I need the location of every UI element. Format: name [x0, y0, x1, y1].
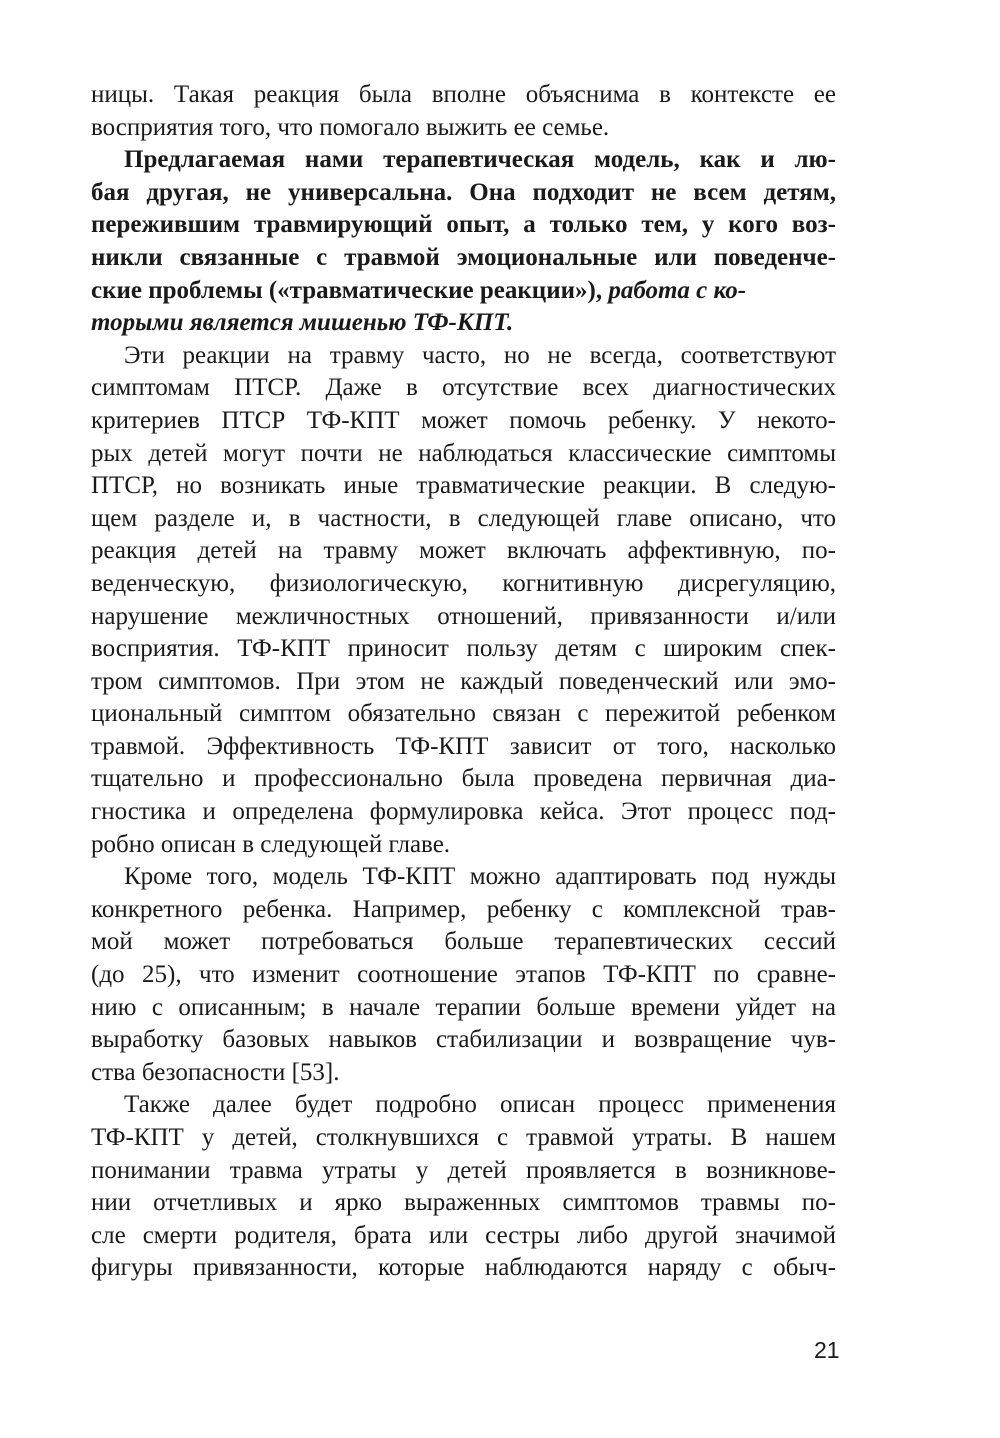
text-line: никли связанные с травмой эмоциональные или поведенче- — [91, 243, 836, 271]
text-line: пережившим травмирующий опыт, а только тем, у кого воз- — [91, 211, 836, 239]
text-line: реакция детей на травму может включать аффективную, по- — [91, 537, 836, 565]
text-line: веденческую, физиологическую, когнитивную дисрегуляцию, — [91, 569, 836, 597]
text-line: робно описан в следующей главе. — [91, 830, 451, 858]
text-line: ницы. Такая реакция была вполне объяснима в контексте ее — [91, 81, 836, 108]
text-line: ПТСР, но возникать иные травматические реакции. В следую- — [91, 472, 836, 500]
text-line: ства безопасности [53]. — [91, 1058, 340, 1086]
text-line: ТФ-КПТ у детей, столкнувшихся с травмой утраты. В нашем — [91, 1124, 836, 1151]
text-line: нии отчетливых и ярко выраженных симптомов травмы по- — [91, 1189, 836, 1217]
text-line: травмой. Эффективность ТФ-КПТ зависит от того, насколько — [91, 732, 836, 760]
paragraph-2-bold — [91, 144, 836, 340]
paragraph-3 — [91, 340, 836, 862]
text-line: фигуры привязанности, которые наблюдаются наряду с обыч- — [91, 1254, 836, 1282]
text-segment: ские проблемы («травматические реакции»), — [91, 276, 609, 304]
page-number: 21 — [814, 1337, 840, 1363]
body-text — [91, 79, 836, 1285]
text-line: Кроме того, модель ТФ-КПТ можно адаптировать под нужды — [124, 863, 836, 891]
text-line: Также далее будет подробно описан процесс применения — [124, 1091, 836, 1119]
text-line: мой может потребоваться больше терапевтических сессий — [91, 928, 836, 956]
text-line: циональный симптом обязательно связан с пережитой ребенком — [91, 700, 836, 728]
text-line: рых детей могут почти не наблюдаться классические симптомы — [91, 439, 836, 467]
text-line: (до 25), что изменит соотношение этапов ТФ-КПТ по сравне- — [91, 961, 836, 989]
text-line: выработку базовых навыков стабилизации и возвращение чув- — [91, 1026, 836, 1054]
text-line: бая другая, не универсальна. Она подходит не всем детям, — [91, 178, 836, 206]
paragraph-4 — [91, 861, 836, 1089]
text-line: Предлагаемая нами терапевтическая модель, как и лю- — [124, 146, 836, 174]
paragraph-1 — [91, 79, 836, 144]
text-line: торыми является мишенью ТФ-КПТ. — [91, 309, 514, 337]
text-line: нарушение межличностных отношений, привязанности и/или — [91, 602, 836, 630]
text-line: гностика и определена формулировка кейса. Этот процесс под- — [91, 798, 836, 826]
text-line: Эти реакции на травму часто, но не всегда, соответствуют — [124, 341, 836, 369]
text-line: симптомам ПТСР. Даже в отсутствие всех диагностических — [91, 374, 836, 402]
text-line: критериев ПТСР ТФ-КПТ может помочь ребенку. У некото- — [91, 406, 836, 434]
text-line: тром симптомов. При этом не каждый поведенческий или эмо- — [91, 667, 836, 695]
paragraph-5 — [91, 1089, 836, 1285]
text-line: восприятия того, что помогало выжить ее семье. — [91, 113, 610, 141]
text-line: сле смерти родителя, брата или сестры либо другой значимой — [91, 1221, 836, 1249]
text-line: нию с описанным; в начале терапии больше времени уйдет на — [91, 993, 836, 1021]
text-line: понимании травма утраты у детей проявляется в возникнове- — [91, 1156, 836, 1184]
text-line: восприятия. ТФ-КПТ приносит пользу детям с широким спек- — [91, 635, 836, 663]
text-line: конкретного ребенка. Например, ребенку с комплексной трав- — [91, 895, 836, 923]
italic-segment: работа с ко- — [608, 276, 747, 304]
text-line: тщательно и профессионально была проведена первичная диа- — [91, 765, 836, 793]
text-line: щем разделе и, в частности, в следующей главе описано, что — [91, 504, 836, 532]
text-line — [91, 275, 836, 308]
